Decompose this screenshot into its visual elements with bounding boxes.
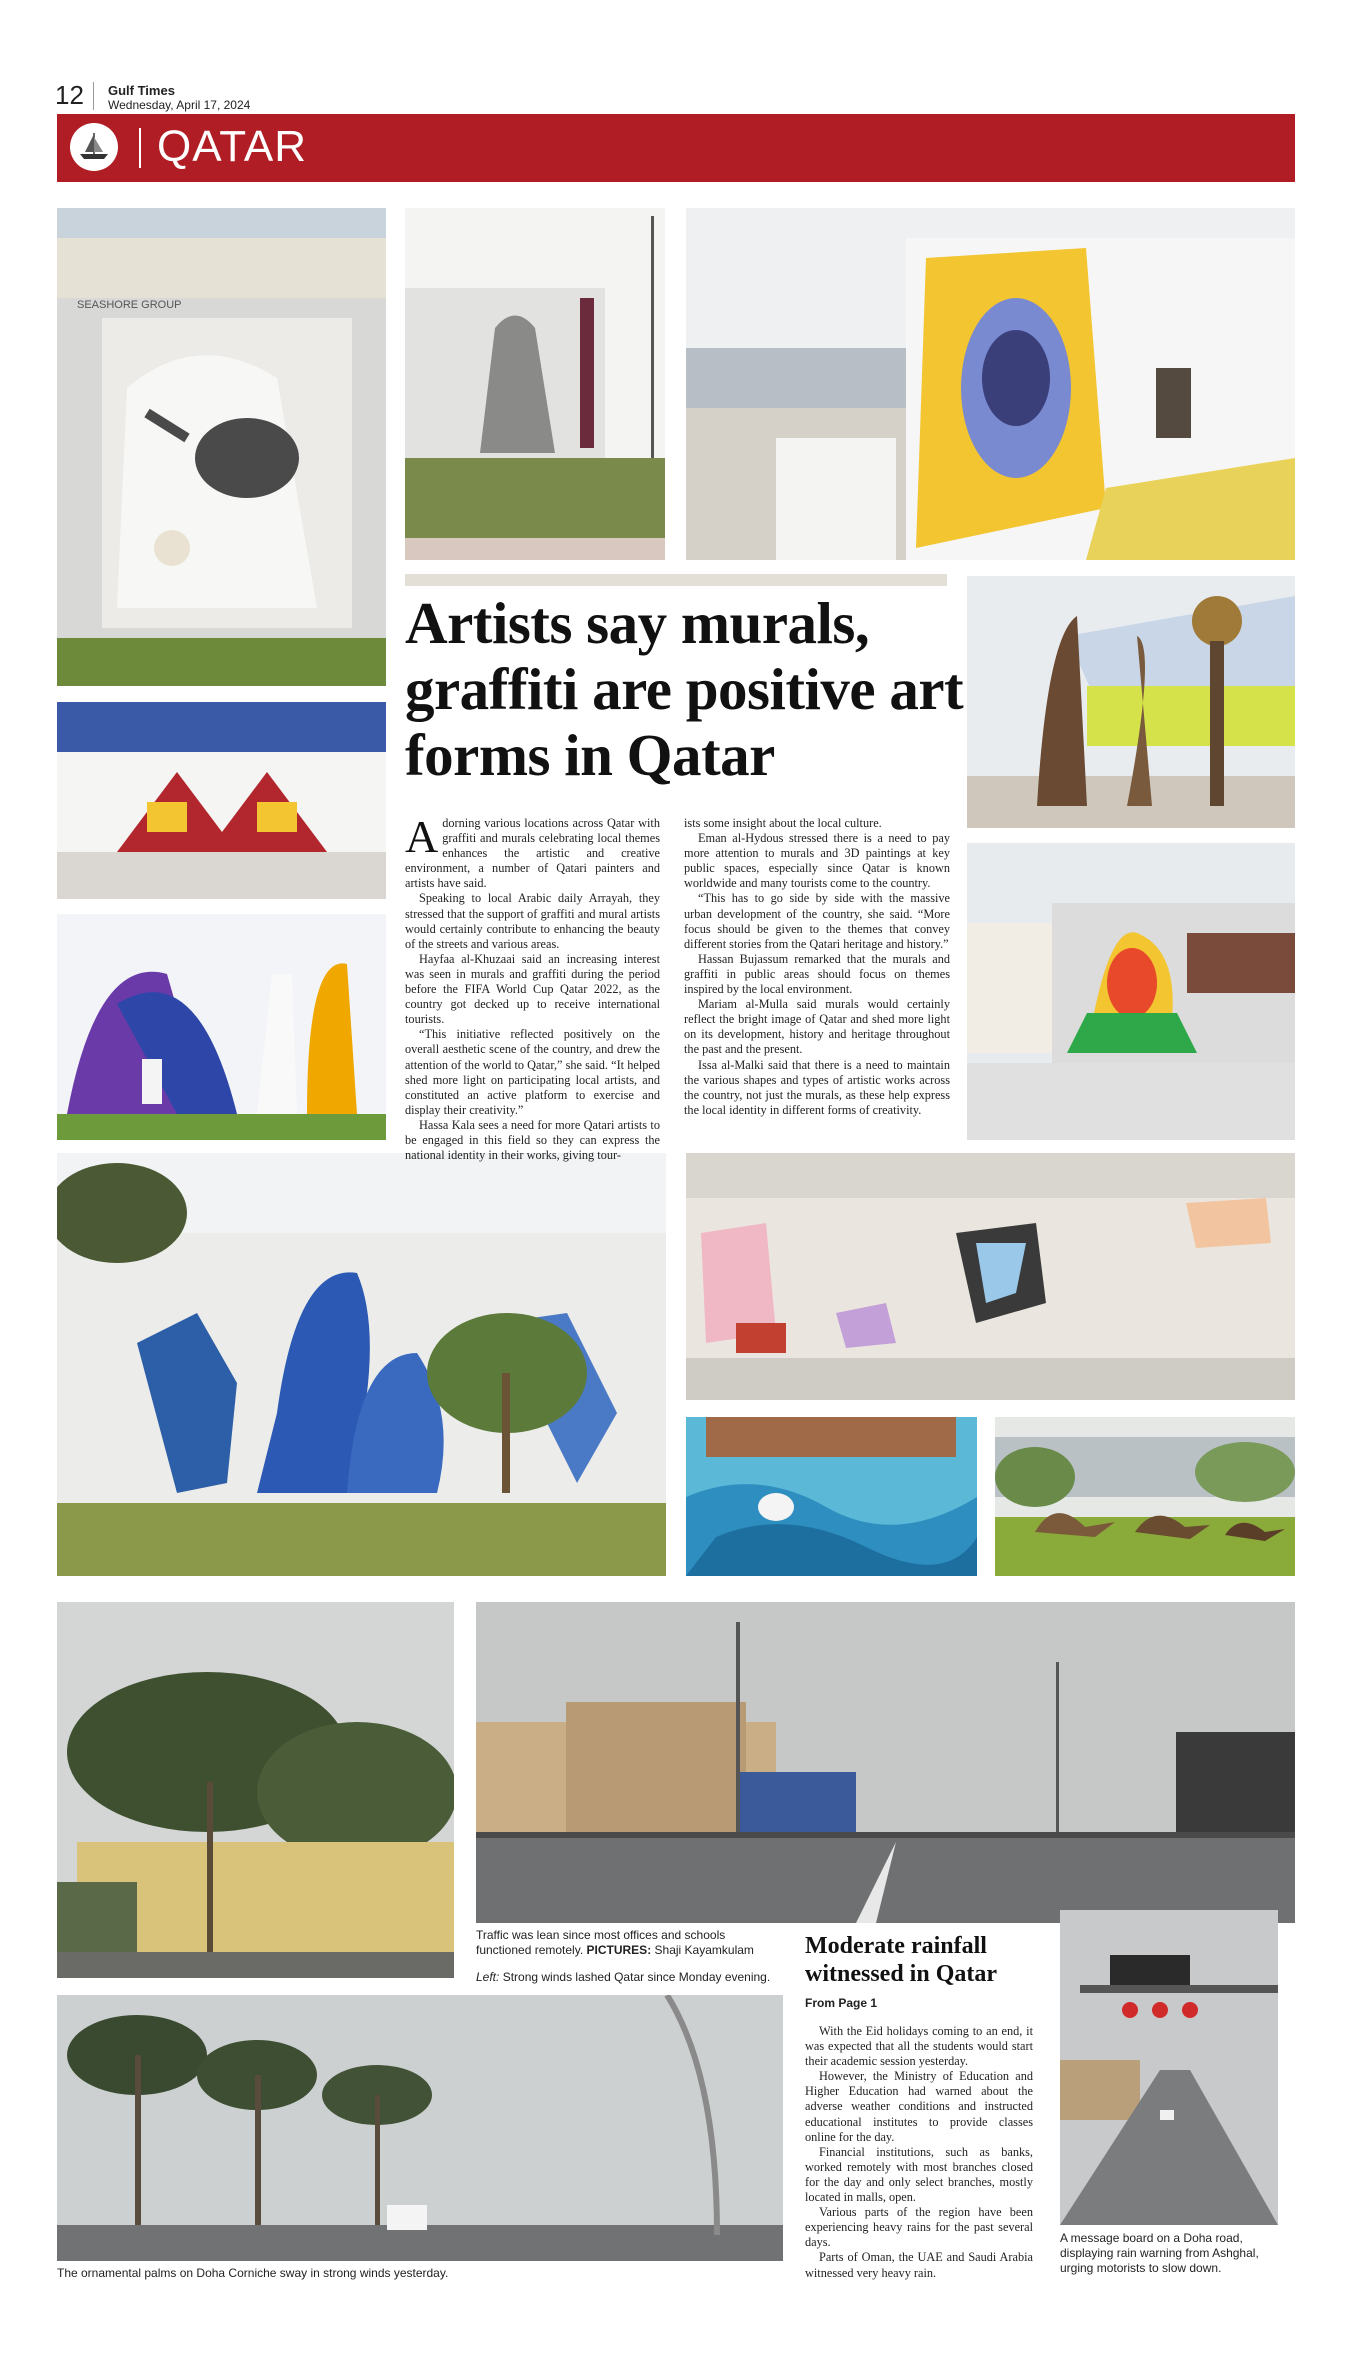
article-paragraph: Hayfaa al-Khuzaai said an increasing interest was seen in murals and graffiti during the period before the FIFA World Cup Qatar 2022, as the country got decked up to receive international tourists. [405, 951, 660, 1027]
photo-windy-trees [57, 1602, 454, 1978]
photo-torn-wall-mural [686, 1153, 1295, 1400]
photo-wet-road-traffic [476, 1602, 1295, 1923]
photo-face-mural [967, 843, 1295, 1140]
photo-blue-women-mural [57, 1153, 666, 1576]
section-divider [139, 128, 141, 168]
photo-colorful-building-mural [686, 208, 1295, 560]
photo-coffee-mural [57, 208, 386, 686]
photo-traditional-figures-mural [57, 914, 386, 1140]
pictures-credit: Shaji Kayamkulam [654, 1943, 754, 1957]
section-label: QATAR [157, 122, 308, 171]
photo-corniche-palms [57, 1995, 783, 2261]
article-paragraph: Issa al-Malki said that there is a need to maintain the various shapes and types of artistic works across the country, not just the murals, as these help express the local identity in different forms of creativity. [684, 1057, 950, 1117]
photo-coffee-pot-sculptures [995, 1417, 1295, 1576]
article-paragraph: Eman al-Hydous stressed there is a need to pay more attention to murals and 3D paintings at key public spaces, especially since Qatar is known worldwide and many tourists come to the country. [684, 831, 950, 891]
left-label: Left: [476, 1970, 500, 1984]
article-paragraph: “This initiative reflected positively on the overall aesthetic scene of the country, and drew the attention of the world to Qatar,” she said. “It helped shed more light on participating local artists, and constituted an active platform to exercise and display their creativity.” [405, 1027, 660, 1117]
masthead-name: Gulf Times [108, 83, 175, 98]
photo-message-board [1060, 1910, 1278, 2225]
caption-message-board: A message board on a Doha road, displaying rain warning from Ashghal, urging motorists to slow down. [1060, 2231, 1259, 2275]
article-paragraph: “This has to go side by side with the massive urban development of the country, she said. “More focus should be given to the themes that convey different stories from the Qatari heritage and history.” [684, 891, 950, 951]
headline-rule [405, 574, 947, 586]
section-banner [57, 114, 1295, 182]
rain-paragraph: Various parts of the region have been experiencing heavy rains for the past several days. [805, 2205, 1033, 2250]
article-paragraph: Hassan Bujassum remarked that the murals and graffiti in public areas should focus on themes inspired by the local environment. [684, 951, 950, 997]
article-paragraph: dorning various locations across Qatar with graffiti and murals celebrating local themes enhances the artistic and creative environment, a number of Qatari painters and artists have said. [405, 816, 660, 891]
photo-wave-mural [686, 1417, 977, 1576]
article-headline: Artists say murals, graffiti are positive art forms in Qatar [405, 590, 964, 788]
rain-article-body [805, 2024, 1033, 2281]
rain-headline: Moderate rainfall witnessed in Qatar [805, 1933, 997, 1987]
pictures-label: PICTURES: [586, 1943, 652, 1957]
article-paragraph: Speaking to local Arabic daily Arrayah, they stressed that the support of graffiti and mural artists would certainly contribute to enhancing the beauty of the streets and various areas. [405, 891, 660, 951]
article-paragraph: Hassa Kala sees a need for more Qatari artists to be engaged in this field so they can express the national identity in their works, giving tour- [405, 1117, 660, 1163]
page-number: 12 [55, 80, 84, 110]
article-paragraph: ists some insight about the local culture. [684, 816, 882, 830]
dhow-logo-icon [70, 123, 118, 171]
drop-cap: A [405, 811, 439, 862]
rain-paragraph: Parts of Oman, the UAE and Saudi Arabia witnessed very heavy rain. [805, 2250, 1033, 2280]
rain-paragraph: With the Eid holidays coming to an end, it was expected that all the students would start their academic session yesterday. [805, 2024, 1033, 2069]
article-paragraph: Mariam al-Mulla said murals would certainly reflect the bright image of Qatar and shed more light on its development, history and heritage throughout the past and the present. [684, 997, 950, 1057]
photo-geometric-wall [57, 702, 386, 899]
continued-from: From Page 1 [805, 1996, 878, 2010]
article-column-1 [405, 811, 660, 1163]
seashore-group-sign: SEASHORE GROUP [77, 299, 182, 311]
article-column-2 [684, 816, 950, 1118]
caption-strong-winds: Left: Strong winds lashed Qatar since Monday evening. [476, 1970, 771, 1984]
rain-paragraph: Financial institutions, such as banks, worked remotely with most branches closed for the day and only select branches, mostly located in malls, open. [805, 2144, 1033, 2205]
issue-date: Wednesday, April 17, 2024 [108, 98, 251, 112]
photo-hands-sculpture [967, 576, 1295, 828]
masthead-divider [93, 82, 94, 110]
rain-paragraph: However, the Ministry of Education and Higher Education had warned about the adverse weather conditions and instructed educational institutes to provide classes online for the day. [805, 2069, 1033, 2144]
photo-figure-mural [405, 208, 665, 560]
caption-palms: The ornamental palms on Doha Corniche sway in strong winds yesterday. [57, 2266, 449, 2280]
caption-traffic: Traffic was lean since most offices and schools functioned remotely. PICTURES: Shaji Kayamkulam [476, 1928, 754, 1957]
